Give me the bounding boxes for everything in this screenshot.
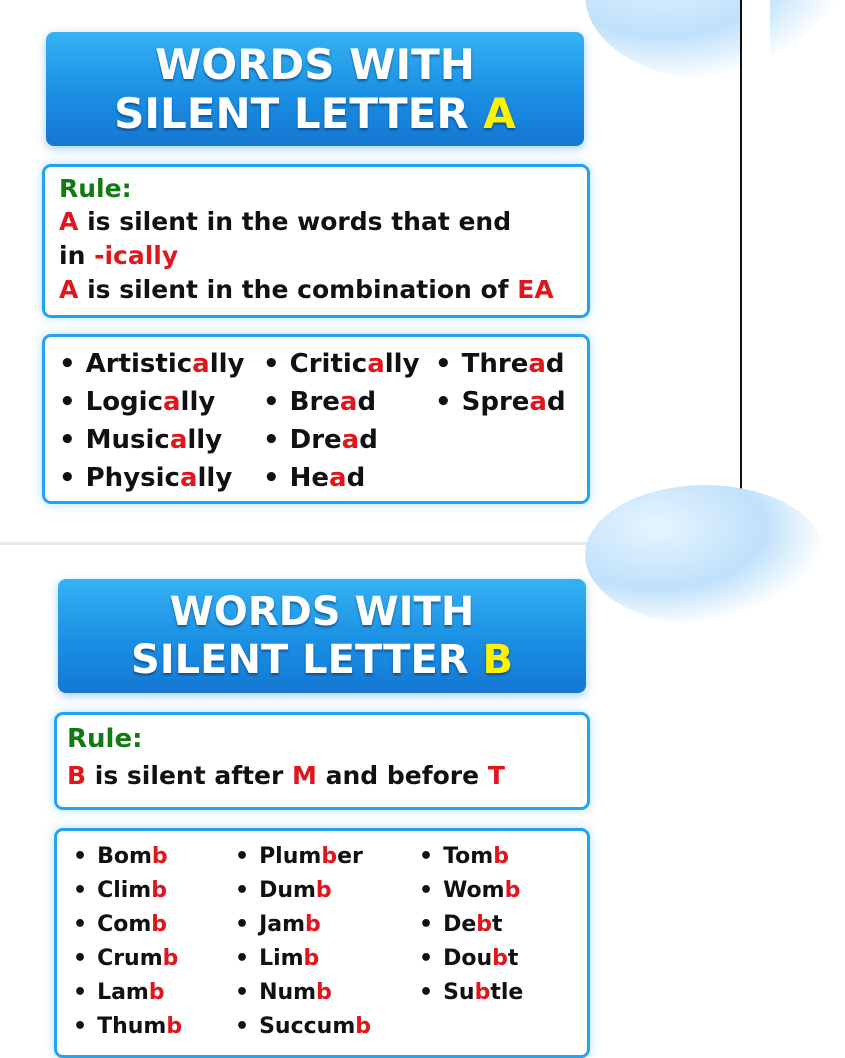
silent-letter: b: [504, 878, 521, 903]
word-item: • Dread: [263, 425, 378, 455]
word-column: [263, 345, 435, 497]
title-line-2: [58, 635, 586, 685]
silent-letter: b: [316, 980, 332, 1005]
bullet: •: [235, 844, 250, 869]
bullet: •: [263, 349, 280, 379]
silent-letter: b: [476, 912, 492, 937]
word-item: • Physically: [59, 463, 233, 493]
silent-letter: a: [192, 349, 210, 379]
bullet: •: [59, 349, 76, 379]
bullet: •: [419, 946, 434, 971]
word-item: • Thread: [435, 349, 565, 379]
decorative-swoosh: [585, 485, 825, 625]
word-item: • Bomb: [73, 844, 168, 869]
bullet: •: [73, 946, 88, 971]
bullet: •: [435, 387, 452, 417]
word-item: • Womb: [419, 878, 521, 903]
word-item: • Limb: [235, 946, 320, 971]
bullet: •: [235, 1014, 250, 1039]
word-item: • Comb: [73, 912, 167, 937]
bullet: •: [435, 349, 452, 379]
silent-letter: a: [329, 463, 347, 493]
bullet: •: [419, 980, 434, 1005]
title-prefix: SILENT LETTER: [130, 637, 483, 683]
bullet: •: [235, 878, 250, 903]
silent-letter: b: [305, 912, 321, 937]
bullet: •: [59, 463, 76, 493]
word-item: • Bread: [263, 387, 377, 417]
silent-letter: a: [341, 425, 360, 455]
silent-letter: b: [355, 1014, 371, 1039]
silent-letter: a: [529, 387, 547, 417]
bullet: •: [263, 463, 280, 493]
rule-line-1: A is silent in the words that end: [59, 207, 512, 236]
bullet: •: [59, 387, 76, 417]
rule-card: [42, 164, 590, 318]
title-prefix: SILENT LETTER: [114, 89, 484, 138]
word-column: [435, 345, 585, 497]
bullet: •: [59, 425, 76, 455]
silent-letter: b: [493, 844, 509, 869]
rule-label: Rule:: [59, 174, 132, 203]
word-item: • Plumber: [235, 844, 363, 869]
silent-letter: a: [367, 349, 385, 379]
silent-letter: b: [148, 980, 165, 1005]
bullet: •: [263, 425, 280, 455]
word-item: • Dumb: [235, 878, 332, 903]
silent-letter: a: [169, 425, 188, 455]
bullet: •: [73, 844, 88, 869]
silent-letter: b: [151, 878, 167, 903]
word-item: • Musically: [59, 425, 223, 455]
bullet: •: [73, 878, 88, 903]
word-item: • Jamb: [235, 912, 321, 937]
word-list: [73, 840, 589, 1044]
bullet: •: [263, 387, 280, 417]
word-list-card: [54, 828, 590, 1058]
rule-label: Rule:: [67, 724, 143, 754]
word-item: • Artistically: [59, 349, 245, 379]
word-item: • Logically: [59, 387, 216, 417]
rule-line-3: A is silent in the combination of EA: [59, 275, 554, 304]
word-item: • Tomb: [419, 844, 509, 869]
title-banner: [58, 579, 586, 693]
title-banner: [46, 32, 584, 146]
silent-letter: b: [151, 844, 168, 869]
word-item: • Subtle: [419, 980, 524, 1005]
word-item: • Spread: [435, 387, 566, 417]
title-letter: A: [483, 89, 516, 138]
silent-letter: a: [179, 463, 198, 493]
decorative-swoosh: [585, 0, 845, 80]
silent-letter: b: [166, 1014, 183, 1039]
silent-letter: b: [315, 878, 332, 903]
bullet: •: [419, 878, 434, 903]
title-line-1: WORDS WITH: [169, 589, 475, 635]
silent-letter: b: [303, 946, 320, 971]
silent-letter: b: [492, 946, 508, 971]
title-line-1: WORDS WITH: [155, 40, 475, 89]
silent-letter: b: [321, 844, 338, 869]
bullet: •: [73, 980, 88, 1005]
word-item: • Climb: [73, 878, 167, 903]
silent-letter: a: [528, 349, 546, 379]
word-item: • Doubt: [419, 946, 519, 971]
rule-card: [54, 712, 590, 810]
panel-silent-b: [0, 545, 734, 1039]
silent-letter: b: [474, 980, 491, 1005]
word-column: [419, 840, 589, 1044]
word-item: • Lamb: [73, 980, 165, 1005]
bullet: •: [235, 912, 250, 937]
word-list: [59, 345, 585, 497]
title-letter: B: [482, 637, 514, 683]
side-edge: [740, 0, 770, 542]
rule-line-2: in -ically: [59, 241, 179, 270]
word-item: • Succumb: [235, 1014, 371, 1039]
bullet: •: [73, 1014, 88, 1039]
word-column: [59, 345, 263, 497]
word-column: [73, 840, 235, 1044]
bullet: •: [235, 946, 250, 971]
rule-line: B is silent after M and before T: [67, 761, 505, 790]
word-column: [235, 840, 419, 1044]
silent-letter: b: [162, 946, 179, 971]
silent-letter: a: [163, 387, 181, 417]
word-item: • Critically: [263, 349, 420, 379]
word-item: • Head: [263, 463, 366, 493]
word-list-card: [42, 334, 590, 504]
title-line-2: [46, 89, 584, 139]
bullet: •: [419, 912, 434, 937]
word-item: • Numb: [235, 980, 332, 1005]
word-item: • Debt: [419, 912, 503, 937]
bullet: •: [235, 980, 250, 1005]
bullet: •: [419, 844, 434, 869]
silent-letter: a: [339, 387, 358, 417]
silent-letter: b: [151, 912, 167, 937]
word-item: • Thumb: [73, 1014, 183, 1039]
panel-silent-a: [0, 0, 740, 542]
bullet: •: [73, 912, 88, 937]
word-item: • Crumb: [73, 946, 179, 971]
